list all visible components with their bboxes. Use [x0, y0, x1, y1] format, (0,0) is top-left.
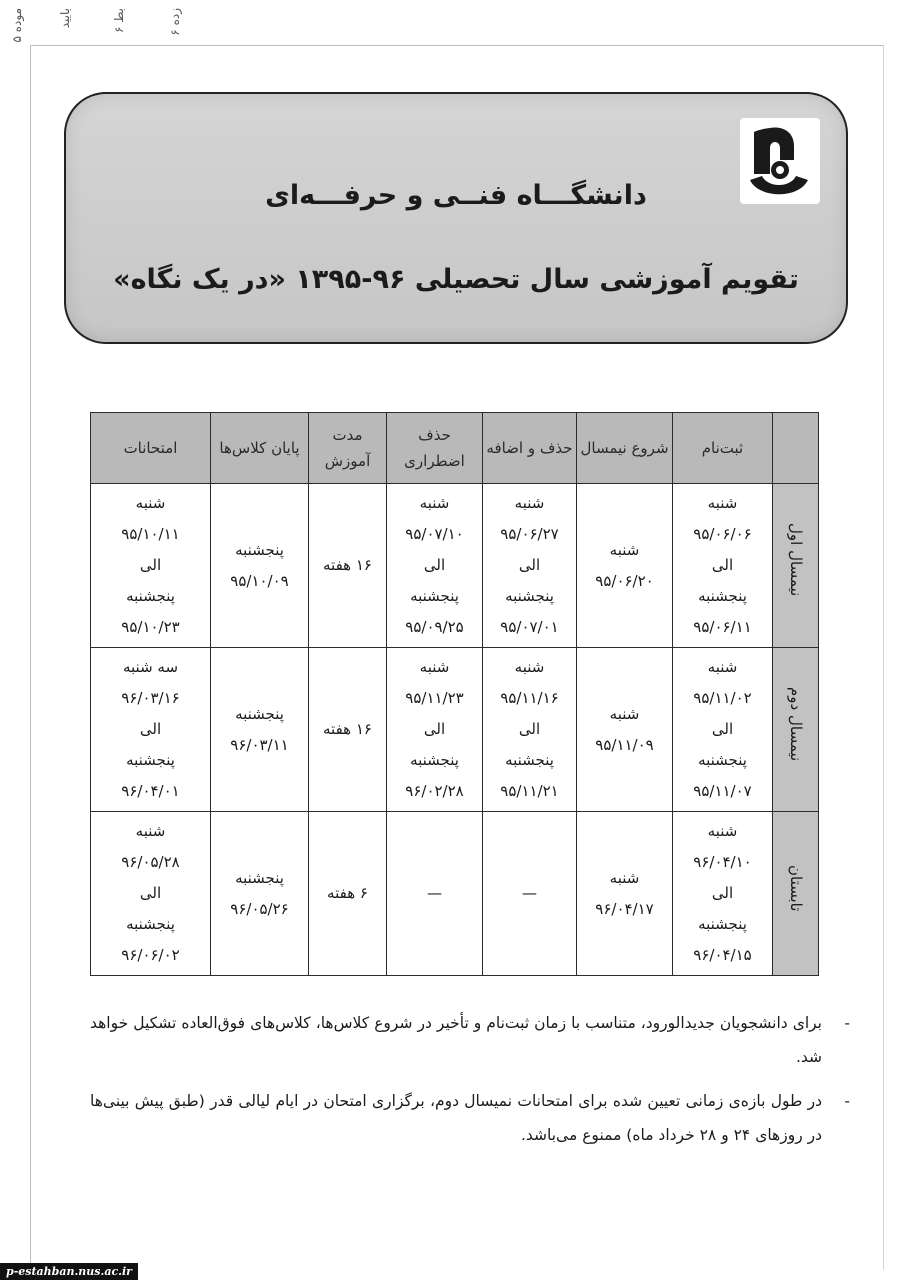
cell-line: الی: [518, 720, 541, 738]
cell-line: پنجشنبه: [235, 868, 284, 887]
margin-note: موده ۵: [10, 8, 24, 43]
note-item: [90, 1006, 850, 1074]
column-header: حذف و اضافه: [483, 413, 577, 484]
cell-line: —: [427, 884, 442, 902]
column-header: مدت آموزش: [309, 413, 387, 484]
table-cell: [673, 812, 773, 976]
table-cell: [577, 484, 673, 648]
corner-cell: [773, 413, 819, 484]
table-cell: [309, 484, 387, 648]
cell-line: پنجشنبه: [505, 751, 554, 769]
cell-line: شنبه: [707, 822, 738, 840]
table-cell: [483, 648, 577, 812]
notes-section: [90, 1006, 850, 1162]
cell-line: ۹۶/۰۴/۱۷: [595, 899, 654, 918]
table-cell: [91, 484, 211, 648]
table-cell: [387, 648, 483, 812]
cell-line: شنبه: [609, 704, 640, 723]
cell-line: الی: [711, 556, 734, 574]
header-banner: [64, 92, 848, 344]
table-cell: [577, 648, 673, 812]
cell-line: ۹۶/۰۴/۱۰: [693, 853, 752, 871]
cell-line: ۹۶/۰۵/۲۶: [230, 899, 289, 918]
calendar-title: تقویم آموزشی سال تحصیلی ۹۶-۱۳۹۵ «در یک نگاه»: [113, 264, 799, 295]
cell-line: شنبه: [609, 868, 640, 887]
cell-line: ۹۵/۱۱/۲۳: [405, 689, 464, 707]
cell-line: ۹۵/۰۷/۱۰: [405, 525, 464, 543]
cell-line: الی: [423, 556, 446, 574]
cell-line: ۹۶/۰۳/۱۶: [121, 689, 180, 707]
margin-note: بایید: [58, 8, 72, 29]
table-cell: [91, 812, 211, 976]
cell-line: ۹۵/۰۶/۰۶: [693, 525, 752, 543]
cell-line: الی: [711, 884, 734, 902]
table-cell: [673, 484, 773, 648]
cell-line: پنجشنبه: [235, 704, 284, 723]
table-cell: [309, 648, 387, 812]
cell-line: پنجشنبه: [235, 540, 284, 559]
cell-line: ۹۵/۱۰/۰۹: [230, 571, 289, 590]
table-cell: [387, 812, 483, 976]
table-row: [91, 812, 819, 976]
table-row: [91, 484, 819, 648]
cell-line: الی: [423, 720, 446, 738]
cell-line: ۹۶/۰۲/۲۸: [405, 782, 464, 800]
cell-line: سه شنبه: [122, 658, 179, 676]
cell-line: شنبه: [135, 822, 166, 840]
cell-line: ۹۵/۱۱/۰۹: [595, 735, 654, 754]
cell-line: ۹۵/۱۰/۱۱: [121, 525, 180, 543]
semester-label-text: نیمسال اول: [787, 523, 805, 597]
table-row: [91, 648, 819, 812]
cell-line: ۹۵/۱۱/۲۱: [500, 782, 559, 800]
table-cell: [483, 484, 577, 648]
column-header: ثبت‌نام: [673, 413, 773, 484]
cell-line: پنجشنبه: [698, 751, 747, 769]
cell-line: ۶ هفته: [327, 884, 368, 902]
cell-line: ۱۶ هفته: [323, 556, 372, 574]
cell-line: ۹۶/۰۴/۱۵: [693, 946, 752, 964]
cell-line: پنجشنبه: [410, 751, 459, 769]
cell-line: الی: [139, 720, 162, 738]
cell-line: ۹۵/۱۱/۱۶: [500, 689, 559, 707]
cell-line: ۹۵/۱۱/۰۷: [693, 782, 752, 800]
semester-label: [773, 648, 819, 812]
cell-line: شنبه: [419, 494, 450, 512]
cell-line: پنجشنبه: [698, 587, 747, 605]
cell-line: ۹۵/۰۶/۱۱: [693, 618, 752, 636]
table-cell: [211, 812, 309, 976]
cell-line: ۹۵/۰۶/۲۷: [500, 525, 559, 543]
table-header-row: [91, 413, 819, 484]
column-header: شروع نیمسال: [577, 413, 673, 484]
cell-line: ۹۶/۰۴/۰۱: [121, 782, 180, 800]
semester-label: [773, 484, 819, 648]
cell-line: ۹۶/۰۵/۲۸: [121, 853, 180, 871]
footer-url: p-estahban.nus.ac.ir: [0, 1263, 138, 1280]
note-bullet: -: [844, 1014, 850, 1032]
column-header: پایان کلاس‌ها: [211, 413, 309, 484]
university-name: دانشگـــاه فنــی و حرفـــه‌ای: [265, 180, 647, 211]
cell-line: شنبه: [707, 494, 738, 512]
cell-line: ۹۵/۰۹/۲۵: [405, 618, 464, 636]
table-body: [91, 484, 819, 976]
cell-line: ۹۶/۰۳/۱۱: [230, 735, 289, 754]
table-cell: [91, 648, 211, 812]
table-cell: [387, 484, 483, 648]
table-cell: [673, 648, 773, 812]
table-cell: [309, 812, 387, 976]
cell-line: پنجشنبه: [126, 751, 175, 769]
cell-line: شنبه: [609, 540, 640, 559]
cell-line: شنبه: [419, 658, 450, 676]
cell-line: —: [522, 884, 537, 902]
semester-label-text: تابستان: [787, 864, 805, 912]
cell-line: ۹۵/۰۶/۲۰: [595, 571, 654, 590]
column-header: حذف اضطراری: [387, 413, 483, 484]
cell-line: پنجشنبه: [505, 587, 554, 605]
cell-line: شنبه: [514, 658, 545, 676]
cell-line: ۹۶/۰۶/۰۲: [121, 946, 180, 964]
note-text: در طول بازه‌ی زمانی تعیین شده برای امتحانات نمیسال دوم، برگزاری امتحان در ایام لیالی قدر (طبق پیش بینی‌ها در روزهای ۲۴ و ۲۸ خرداد ماه) ممنوع می‌باشد.: [90, 1092, 822, 1144]
cell-line: ۱۶ هفته: [323, 720, 372, 738]
cell-line: الی: [518, 556, 541, 574]
cell-line: الی: [711, 720, 734, 738]
table-cell: [211, 484, 309, 648]
cell-line: پنجشنبه: [698, 915, 747, 933]
semester-label: [773, 812, 819, 976]
table-cell: [483, 812, 577, 976]
note-text: برای دانشجویان جدیدالورود، متناسب با زمان ثبت‌نام و تأخیر در شروع کلاس‌ها، کلاس‌های فوق‌العاده تشکیل خواهد شد.: [90, 1014, 822, 1066]
cell-line: ۹۵/۰۷/۰۱: [500, 618, 559, 636]
academic-calendar-table: [90, 412, 819, 976]
note-item: [90, 1084, 850, 1152]
cell-line: الی: [139, 556, 162, 574]
semester-label-text: نیمسال دوم: [787, 686, 805, 762]
cell-line: پنجشنبه: [126, 915, 175, 933]
cell-line: شنبه: [135, 494, 166, 512]
cell-line: پنجشنبه: [410, 587, 459, 605]
cell-line: ۹۵/۱۰/۲۳: [121, 618, 180, 636]
cell-line: پنجشنبه: [126, 587, 175, 605]
note-bullet: -: [844, 1092, 850, 1110]
table-cell: [577, 812, 673, 976]
table-cell: [211, 648, 309, 812]
cell-line: الی: [139, 884, 162, 902]
margin-note: بط ۶: [112, 8, 126, 33]
margin-note: زده ۶: [168, 8, 182, 36]
column-header: امتحانات: [91, 413, 211, 484]
cell-line: ۹۵/۱۱/۰۲: [693, 689, 752, 707]
cell-line: شنبه: [707, 658, 738, 676]
cell-line: شنبه: [514, 494, 545, 512]
